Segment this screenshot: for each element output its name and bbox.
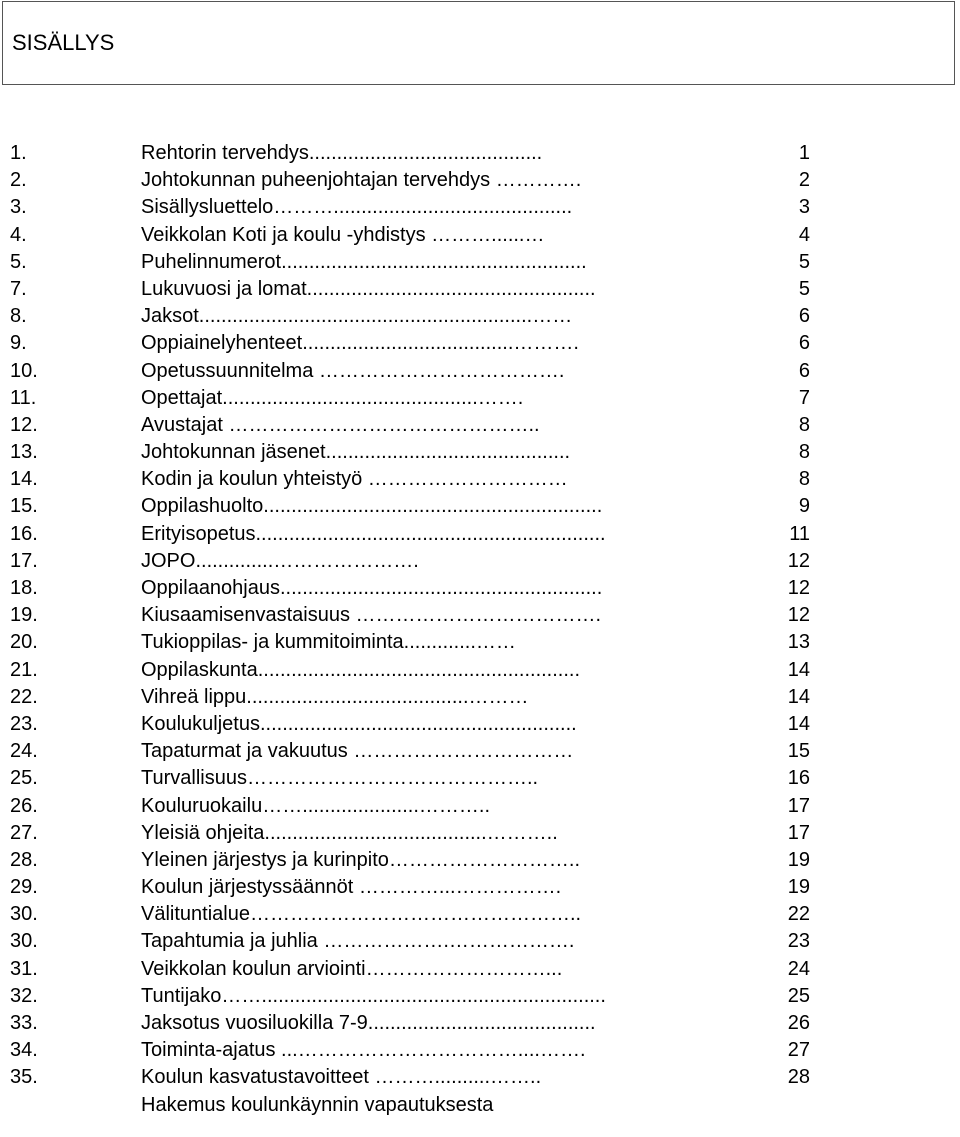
toc-page-number: 1 [798, 142, 810, 164]
toc-label: Tuntijako…….............................................................. [141, 984, 606, 1007]
toc-label: Kodin ja koulun yhteistyö ………………………… [141, 468, 568, 491]
toc-number: 17. [10, 549, 38, 572]
toc-label: Lukuvuosi ja lomat.................................................... [141, 277, 596, 300]
toc-page-number: 14 [787, 712, 810, 735]
toc-page-number: 6 [798, 305, 810, 328]
toc-page-number: 7 [798, 386, 810, 409]
toc-label: Oppiainelyhenteet......................................………. [141, 332, 579, 355]
toc-number: 7. [10, 277, 27, 300]
toc-number: 32. [10, 984, 38, 1007]
toc-row [0, 330, 960, 357]
toc-number: 27. [10, 821, 38, 844]
toc-row [0, 847, 960, 874]
toc-row [0, 466, 960, 493]
toc-label: Opettajat..............................................……. [141, 386, 524, 409]
toc-row [0, 1037, 960, 1064]
page-title: SISÄLLYS [12, 30, 115, 55]
toc-label: Jaksot............................................................…… [141, 305, 573, 328]
toc-row [0, 140, 960, 167]
toc-row [0, 684, 960, 711]
toc-number: 11. [10, 386, 37, 409]
toc-page-number: 12 [787, 577, 810, 599]
toc-label: Turvallisuus…………………………………….. [141, 767, 539, 790]
toc-page-number: 28 [787, 1066, 810, 1089]
toc-page-number: 24 [787, 957, 810, 980]
toc-number: 16. [10, 522, 38, 545]
toc-page-number: 19 [787, 848, 810, 871]
toc-row [0, 956, 960, 983]
toc-label: Puhelinnumerot....................................................... [141, 250, 587, 273]
toc-row [0, 439, 960, 466]
toc-row [0, 167, 960, 194]
toc-label: Rehtorin tervehdys.......................................... [141, 142, 543, 164]
toc-row [0, 194, 960, 221]
toc-page-number: 26 [787, 1012, 810, 1034]
toc-page-number: 5 [798, 250, 810, 273]
toc-row [0, 793, 960, 820]
toc-row [0, 1064, 960, 1091]
toc-row [0, 657, 960, 684]
toc-page-number: 6 [798, 359, 810, 382]
toc-number: 30. [10, 930, 38, 953]
toc-label: Yleinen järjestys ja kurinpito……………………….. [141, 848, 581, 871]
toc-row [0, 602, 960, 629]
toc-page-number: 14 [787, 658, 810, 681]
toc-label: Koulun kasvatustavoitteet ………..........…….. [141, 1066, 542, 1089]
toc-row [0, 629, 960, 656]
toc-page-number: 15 [787, 740, 810, 763]
toc-label: Sisällysluettelo………........................................... [141, 196, 573, 219]
toc-row [0, 303, 960, 330]
toc-number: 24. [10, 740, 38, 763]
toc-page-number: 22 [787, 903, 810, 926]
toc-number: 5. [10, 250, 27, 273]
toc-number: 4. [10, 223, 27, 246]
toc-page-number: 8 [798, 441, 810, 464]
toc-number: 22. [10, 685, 38, 708]
toc-page-number: 9 [798, 495, 810, 518]
toc-label: Oppilaanohjaus.......................................................... [141, 577, 603, 599]
toc-label: Jaksotus vuosiluokilla 7-9......................................... [141, 1012, 596, 1034]
toc-number: 35. [10, 1066, 38, 1089]
toc-page-number: 17 [787, 794, 810, 817]
toc-number: 26. [10, 794, 38, 817]
toc-label: JOPO..............…………………. [141, 549, 419, 572]
toc-number: 1. [10, 142, 27, 164]
toc-number: 8. [10, 305, 27, 328]
toc-page-number: 6 [798, 332, 810, 355]
toc-label: Johtokunnan puheenjohtajan tervehdys …………. [141, 169, 582, 192]
toc-row [0, 548, 960, 575]
toc-label: Kiusaamisenvastaisuus ………………………………. [141, 604, 602, 627]
toc-label: Tapaturmat ja vakuutus …………………………… [141, 740, 574, 763]
toc-page-number: 4 [798, 223, 810, 246]
toc-row [0, 928, 960, 955]
toc-number: 9. [10, 332, 27, 355]
toc-row [0, 874, 960, 901]
toc-page-number: 11 [789, 522, 810, 545]
toc-number: 10. [10, 359, 38, 382]
toc-number: 19. [10, 604, 38, 627]
toc-label: Vihreä lippu........................................……… [141, 685, 529, 708]
toc-number: 29. [10, 876, 38, 899]
toc-page-number: 8 [798, 468, 810, 491]
toc-number: 25. [10, 767, 38, 790]
toc-row [0, 820, 960, 847]
toc-label: Avustajat ……………………………………….. [141, 413, 540, 436]
toc-number: 30. [10, 903, 38, 926]
toc-page-number: 16 [787, 767, 810, 790]
toc-row [0, 385, 960, 412]
toc-label: Veikkolan Koti ja koulu -yhdistys ………......… [141, 223, 545, 246]
toc-label: Veikkolan koulun arviointi………………………... [141, 957, 563, 980]
toc-page-number: 8 [798, 413, 810, 436]
toc-label: Tukioppilas- ja kummitoiminta.............…… [141, 631, 516, 654]
toc-row [0, 412, 960, 439]
toc-page-number: 17 [787, 821, 810, 844]
toc-number: 15. [10, 495, 38, 518]
toc-row [0, 521, 960, 548]
toc-label: Toiminta-ajatus ...……………………………....……. [141, 1039, 586, 1062]
toc-number: 34. [10, 1039, 38, 1062]
toc-row [0, 276, 960, 303]
toc-number: 33. [10, 1012, 38, 1034]
toc-page-number: 12 [787, 604, 810, 627]
toc-label: Oppilaskunta.......................................................... [141, 658, 581, 681]
toc-label: Koulun järjestyssäännöt …………...……………. [141, 876, 562, 899]
toc-number: 18. [10, 577, 38, 599]
toc-label: Välituntialue………………………………………….. [141, 903, 582, 926]
toc-page-number: 3 [798, 196, 810, 219]
toc-label: Koulukuljetus......................................................... [141, 712, 577, 735]
toc-number: 14. [10, 468, 38, 491]
toc-label: Hakemus koulunkäynnin vapautuksesta [141, 1093, 494, 1116]
toc-label: Opetussuunnitelma ………………………………. [141, 359, 565, 382]
toc-page-number: 2 [798, 169, 810, 192]
toc-row [0, 249, 960, 276]
toc-row [0, 711, 960, 738]
toc-row [0, 493, 960, 520]
title-box [2, 1, 955, 85]
toc-number: 20. [10, 631, 38, 654]
toc-number: 28. [10, 848, 38, 871]
toc-page-number: 27 [787, 1039, 810, 1062]
toc-label: Yleisiä ohjeita........................................……….. [141, 821, 558, 844]
toc-label: Johtokunnan jäsenet............................................ [141, 441, 571, 464]
toc-number: 12. [10, 413, 38, 436]
toc-number: 13. [10, 441, 38, 464]
toc-row [0, 358, 960, 385]
toc-number: 31. [10, 957, 38, 980]
toc-number: 21. [10, 658, 38, 681]
toc-label: Kouluruokailu…….....................……….. [141, 794, 490, 817]
toc-label: Oppilashuolto............................................................. [141, 495, 603, 518]
toc-number: 2. [10, 169, 27, 192]
toc-page-number: 13 [787, 631, 810, 654]
toc-page-number: 12 [787, 549, 810, 572]
toc-row-unnumbered [0, 1092, 960, 1119]
toc-row [0, 222, 960, 249]
toc-page-number: 5 [798, 277, 810, 300]
toc-row [0, 983, 960, 1010]
toc-page-number: 14 [787, 685, 810, 708]
toc-page-number: 23 [787, 930, 810, 953]
toc-row [0, 738, 960, 765]
toc-row [0, 1010, 960, 1037]
toc-number: 23. [10, 712, 38, 735]
toc-number: 3. [10, 196, 27, 219]
toc-row [0, 765, 960, 792]
toc-row [0, 575, 960, 602]
toc-page-number: 19 [787, 876, 810, 899]
toc-label: Tapahtumia ja juhlia ……………….………………. [141, 930, 575, 953]
toc-page-number: 25 [787, 984, 810, 1007]
toc-row [0, 901, 960, 928]
toc-label: Erityisopetus............................................................... [141, 522, 606, 545]
table-of-contents [0, 140, 960, 1119]
